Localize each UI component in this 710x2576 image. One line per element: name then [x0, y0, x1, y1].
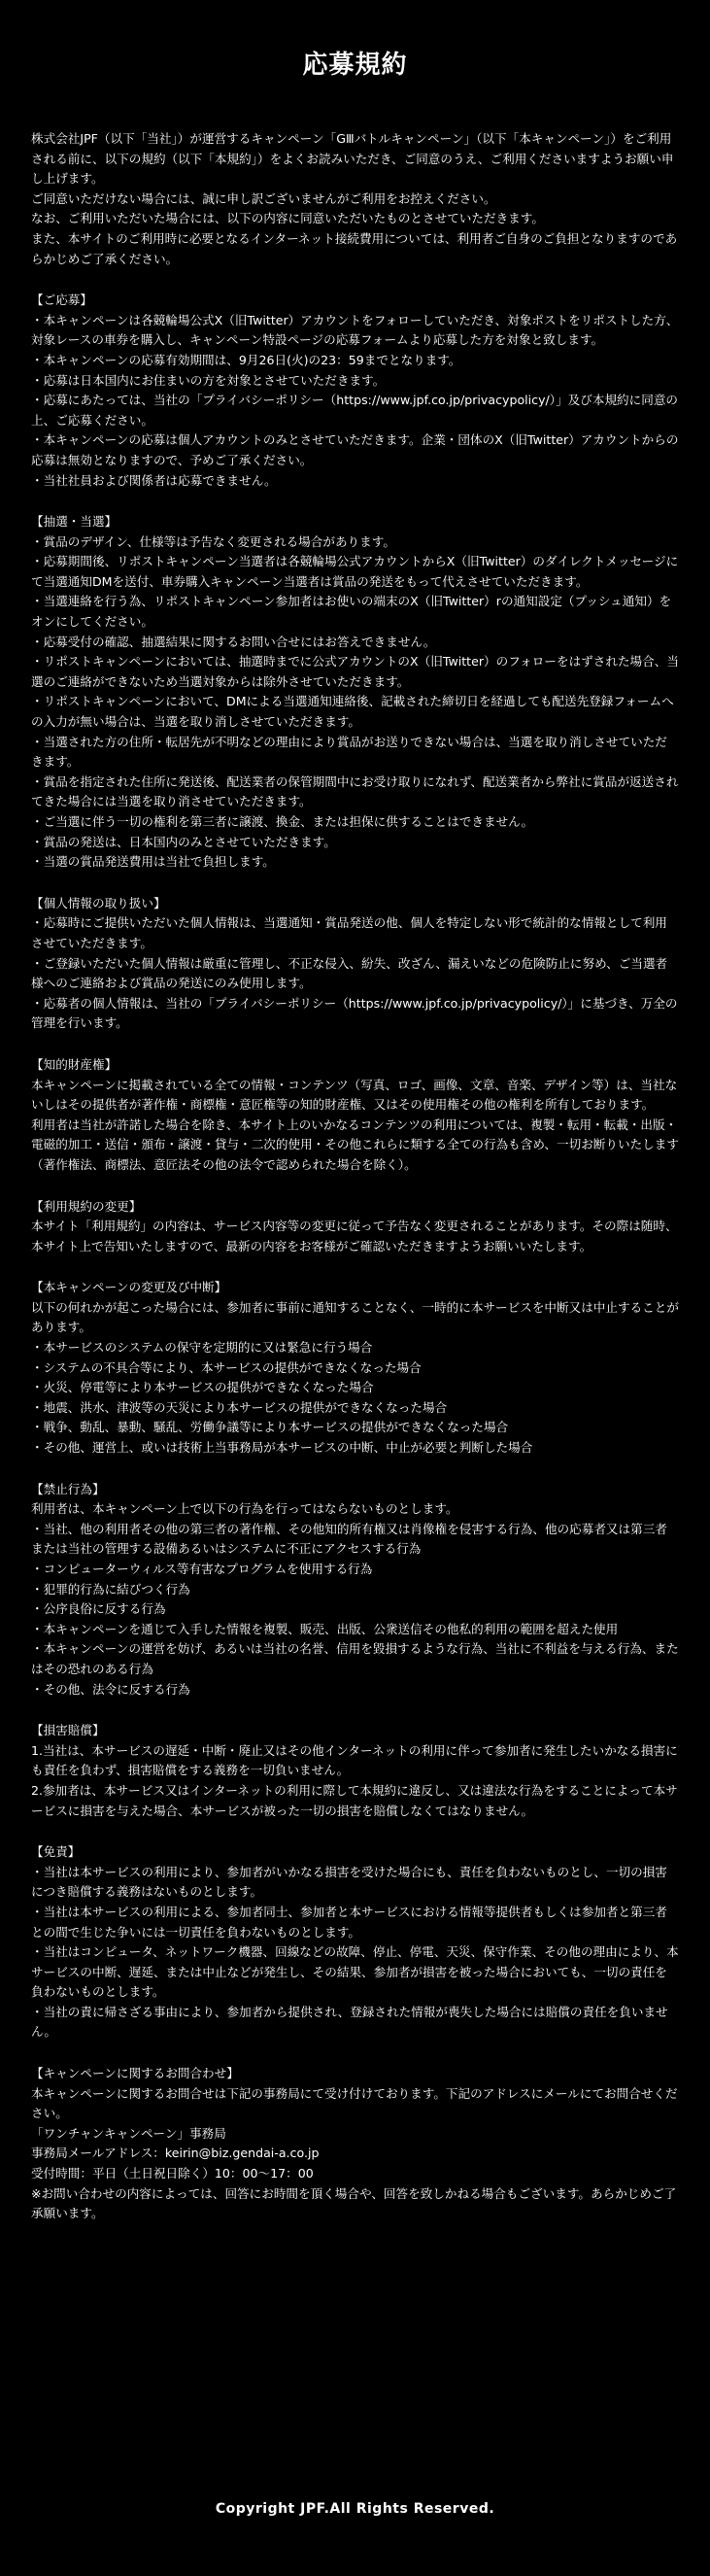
- terms-section: [31, 894, 679, 1034]
- terms-section: [31, 1278, 679, 1458]
- terms-section: [31, 1842, 679, 2043]
- section-line: 「ワンチャンキャンペーン」事務局: [31, 2125, 226, 2141]
- section-heading: 【キャンペーンに関するお問合わせ】: [31, 2066, 239, 2081]
- section-line: ・当選された方の住所・転居先が不明などの理由により賞品がお送りできない場合は、当選を取り消しさせていただきます。: [31, 734, 667, 770]
- section-line: ・その他、法令に反する行為: [31, 1681, 190, 1697]
- section-line: ※お問い合わせの内容によっては、回答にお時間を頂く場合や、回答を致しかねる場合もございます。あらかじめご了承願います。: [31, 2185, 677, 2221]
- section-heading: 【ご応募】: [31, 292, 92, 308]
- section-heading: 【本キャンペーンの変更及び中断】: [31, 1280, 227, 1295]
- section-line: ・賞品を指定された住所に発送後、配送業者の保管期間中にお受け取りになれず、配送業者から弊社に賞品が返送されてきた場合には当選を取り消させていただきます。: [31, 773, 679, 809]
- copyright-footer: Copyright JPF.All Rights Reserved.: [215, 2501, 495, 2517]
- terms-section: [31, 1721, 679, 1821]
- section-line: ・当社の責に帰さざる事由により、参加者から提供され、登録された情報が喪失した場合には賠償の責任を負いません。: [31, 2004, 668, 2040]
- section-line: 受付時間：平日（土日祝日除く）10：00～17：00: [31, 2166, 314, 2181]
- section-line: ・当選の賞品発送費用は当社で負担します。: [31, 854, 275, 870]
- section-line: ・応募にあたっては、当社の「プライバシーポリシー（https://www.jpf.co.jp/privacypolicy/）」及び本規約に同意の上、ご応募ください。: [31, 393, 679, 428]
- section-line: ・本キャンペーンを通じて入手した情報を複製、販売、出版、公衆送信その他私的利用の範囲を超えた使用: [31, 1621, 619, 1636]
- section-line: 2.参加者は、本サービス又はインターネットの利用に際して本規約に違反し、又は違法な行為をすることによって本サービスに損害を与えた場合、本サービスが被った一切の損害を賠償しなくてはなりません。: [31, 1782, 678, 1818]
- intro-paragraph: また、本サイトのご利用時に必要となるインターネット接続費用については、利用者ご自身のご負担となりますのであらかじめご了承ください。: [31, 230, 678, 266]
- section-heading: 【知的財産権】: [31, 1056, 118, 1072]
- section-line: ・当選連絡を行う為、リポストキャンペーン参加者はお使いの端末のX（旧Twitter）rの通知設定（プッシュ通知）をオンにしてください。: [31, 594, 672, 630]
- section-line: ・当社社員および関係者は応募できません。: [31, 472, 277, 488]
- section-line: 利用者は当社が許諾した場合を除き、本サイト上のいかなるコンテンツの利用については、複製・転用・転載・出版・電磁的加工・送信・頒布・譲渡・貸与・二次的使用・その他これらに類する全ての行為も含め、一切お断りいたします（著作権法、商標法、意匠法その他の法令で認められた場合を除く）。: [31, 1116, 679, 1172]
- section-line: ・ご当選に伴う一切の権利を第三者に譲渡、換金、または担保に供することはできません。: [31, 814, 534, 829]
- terms-section: [31, 291, 679, 491]
- sections-container: [31, 291, 679, 2224]
- section-line: 本キャンペーンに掲載されている全ての情報・コンテンツ（写真、ロゴ、画像、文章、音楽、デザイン等）は、当社ないしはその提供者が著作権・商標権・意匠権等の知的財産権、又はその使用権その他の権利を所有しております。: [31, 1077, 678, 1113]
- section-line: ・賞品のデザイン、仕様等は予告なく変更される場合があります。: [31, 533, 395, 549]
- terms-section: [31, 1055, 679, 1176]
- intro-paragraph: なお、ご利用いただいた場合には、以下の内容に同意いただいたものとさせていただきます。: [31, 211, 544, 226]
- section-line: ・ご登録いただいた個人情報は厳重に管理し、不正な侵入、紛失、改ざん、漏えいなどの危険防止に努め、ご当選者様へのご連絡および賞品の発送にのみ使用します。: [31, 955, 668, 991]
- terms-section: [31, 1197, 679, 1257]
- section-line: ・本キャンペーンは各競輪場公式X（旧Twitter）アカウントをフォローしていただき、対象ポストをリポストした方、対象レースの車券を購入し、キャンペーン特設ページの応募フォームより応募した方を対象と致します。: [31, 312, 679, 348]
- section-heading: 【利用規約の変更】: [31, 1198, 142, 1214]
- section-line: 以下の何れかが起こった場合には、参加者に事前に通知することなく、一時的に本サービスを中断又は中止することがあります。: [31, 1299, 679, 1335]
- section-line: ・システムの不具合等により、本サービスの提供ができなくなった場合: [31, 1359, 422, 1375]
- section-line: ・犯罪的行為に結びつく行為: [31, 1581, 190, 1597]
- section-line: ・コンピューターウィルス等有害なプログラムを使用する行為: [31, 1562, 373, 1576]
- terms-section: [31, 2064, 679, 2224]
- section-line: 利用者は、本キャンペーン上で以下の行為を行ってはならないものとします。: [31, 1501, 458, 1517]
- section-heading: 【禁止行為】: [31, 1481, 105, 1496]
- section-line: ・その他、運営上、或いは技術上当事務局が本サービスの中断、中止が必要と判断した場合: [31, 1440, 533, 1456]
- section-line: ・本キャンペーンの応募有効期間は、9月26日(火)の23：59までとなります。: [31, 352, 461, 367]
- section-heading: 【損害賠償】: [31, 1723, 105, 1738]
- section-line: 本キャンペーンに関するお問合せは下記の事務局にて受け付けております。下記のアドレスにメールにてお問合せください。: [31, 2085, 678, 2121]
- section-line: ・戦争、動乱、暴動、騒乱、労働争議等により本サービスの提供ができなくなった場合: [31, 1420, 509, 1435]
- terms-section: [31, 1480, 679, 1700]
- section-heading: 【免責】: [31, 1844, 81, 1860]
- section-line: ・公序良俗に反する行為: [31, 1601, 166, 1617]
- section-line: ・本キャンペーンの応募は個人アカウントのみとさせていただきます。企業・団体のX（旧Twitter）アカウントからの応募は無効となりますので、予めご了承ください。: [31, 432, 679, 467]
- section-line: ・当社、他の利用者その他の第三者の著作権、その他知的所有権又は肖像権を侵害する行為、他の応募者又は第三者または当社の管理する設備あるいはシステムに不正にアクセスする行為: [31, 1521, 667, 1557]
- section-line: ・リポストキャンペーンにおいて、DMによる当選通知連絡後、記載された締切日を経過しても配送先登録フォームへの入力が無い場合は、当選を取り消しさせていただきます。: [31, 694, 674, 730]
- section-line: ・当社は本サービスの利用による、参加者同士、参加者と本サービスにおける情報等提供者もしくは参加者と第三者との間で生じた争いには一切責任を負わないものとします。: [31, 1904, 667, 1940]
- section-line: ・応募時にご提供いただいた個人情報は、当選通知・賞品発送の他、個人を特定しない形で統計的な情報として利用させていただきます。: [31, 915, 667, 950]
- section-heading: 【個人情報の取り扱い】: [31, 895, 166, 910]
- section-line: ・地震、洪水、津波等の天災により本サービスの提供ができなくなった場合: [31, 1399, 448, 1415]
- section-line: ・火災、停電等により本サービスの提供ができなくなった場合: [31, 1380, 374, 1395]
- section-line: 事務局メールアドレス：keirin@biz.gendai-a.co.jp: [31, 2146, 320, 2161]
- terms-section: [31, 512, 679, 873]
- section-line: 本サイト「利用規約」の内容は、サービス内容等の変更に従って予告なく変更されることがあります。その際は随時、本サイト上で告知いたしますので、最新の内容をお客様がご確認いただきますようお願いいたします。: [31, 1219, 678, 1254]
- section-line: ・当社はコンピュータ、ネットワーク機器、回線などの故障、停止、停電、天災、保守作業、その他の理由により、本サービスの中断、遅延、または中止などが発生し、その結果、参加者が損害を被った場合においても、一切の責任を負わないものとします。: [31, 1944, 679, 2000]
- page-title: 応募規約: [302, 51, 408, 80]
- section-line: ・応募期間後、リポストキャンペーン当選者は各競輪場公式アカウントからX（旧Twitter）のダイレクトメッセージにて当選通知DMを送付、車券購入キャンペーン当選者は賞品の発送をもって代えさせていただきます。: [31, 554, 679, 589]
- section-line: ・本サービスのシステムの保守を定期的に又は緊急に行う場合: [31, 1340, 373, 1356]
- intro-paragraph: 株式会社JPF（以下「当社」）が運営するキャンペーン「GⅢバトルキャンペーン」（以下「本キャンペーン」）をご利用される前に、以下の規約（以下「本規約」）をよくお読みいただき、ご同意のうえ、ご利用くださいますようお願い申し上げます。: [31, 131, 674, 187]
- section-line: ・当社は本サービスの利用により、参加者がいかなる損害を受けた場合にも、責任を負わないものとし、一切の損害につき賠償する義務はないものとします。: [31, 1864, 667, 1900]
- section-line: ・リポストキャンペーンにおいては、抽選時までに公式アカウントのX（旧Twitter）のフォローをはずされた場合、当選のご連絡ができないため当選対象からは除外させていただきます。: [31, 654, 679, 689]
- section-line: ・応募者の個人情報は、当社の「プライバシーポリシー（https://www.jpf.co.jp/privacypolicy/）」に基づき、万全の管理を行います。: [31, 995, 678, 1031]
- section-heading: 【抽選・当選】: [31, 514, 118, 530]
- section-line: 1.当社は、本サービスの遅延・中断・廃止又はその他インターネットの利用に伴って参加者に発生したいかなる損害にも責任を負わず、損害賠償をする義務を一切負いません。: [31, 1742, 678, 1778]
- intro-block: [31, 129, 679, 269]
- intro-paragraph: ご同意いただけない場合には、誠に申し訳ございませんがご利用をお控えください。: [31, 190, 496, 206]
- section-line: ・賞品の発送は、日本国内のみとさせていただきます。: [31, 834, 336, 849]
- section-line: ・応募は日本国内にお住まいの方を対象とさせていただきます。: [31, 372, 386, 388]
- section-line: ・応募受付の確認、抽選結果に関するお問い合せにはお答えできません。: [31, 634, 436, 649]
- section-line: ・本キャンペーンの運営を妨げ、あるいは当社の名誉、信用を毀損するような行為、当社に不利益を与える行為、またはその恐れのある行為: [31, 1641, 679, 1676]
